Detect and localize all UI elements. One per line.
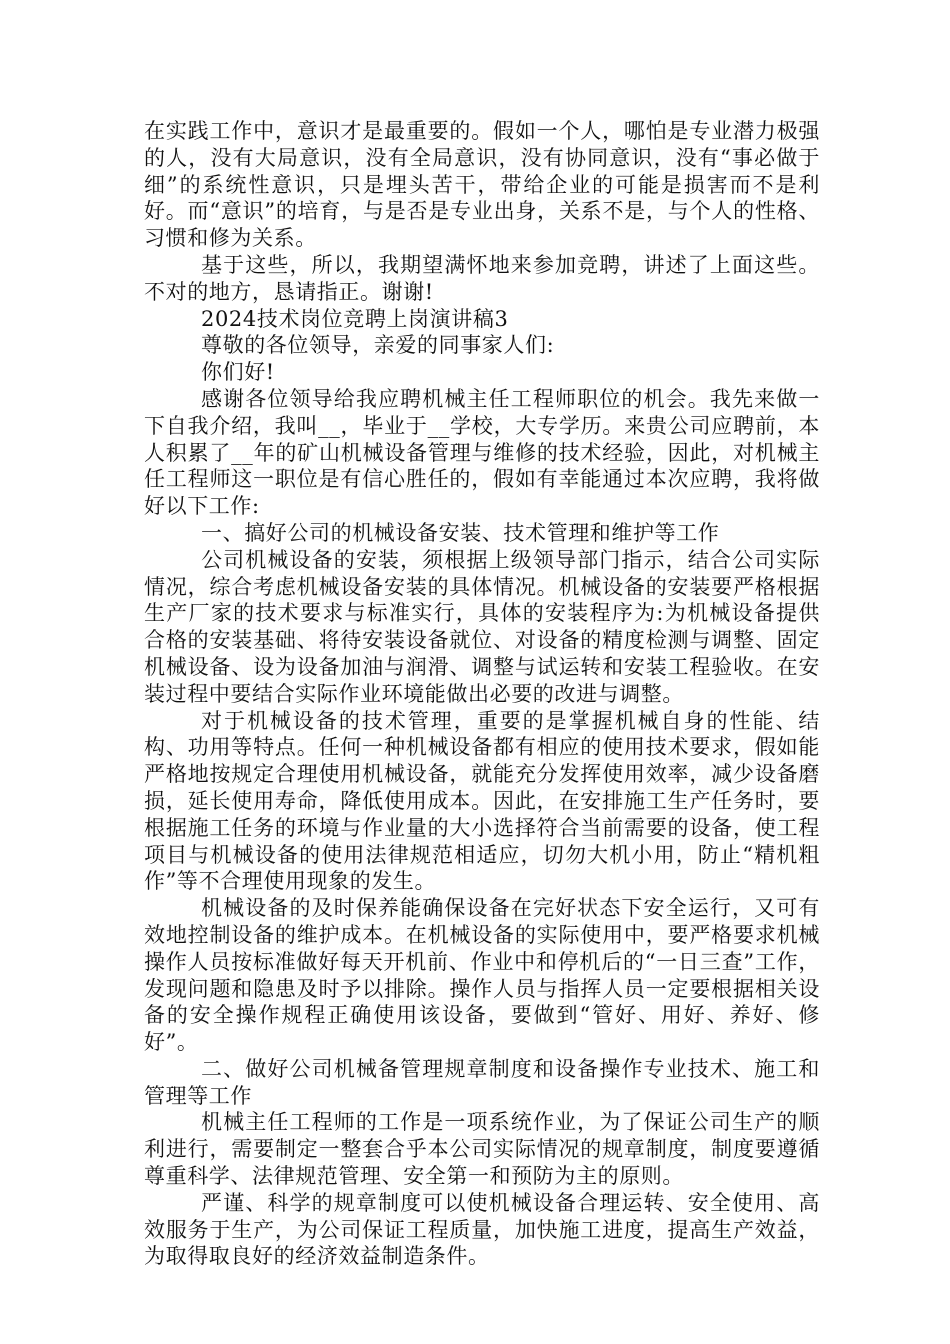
heading-one: 一、搞好公司的机械设备安装、技术管理和维护等工作 bbox=[201, 520, 720, 545]
section-title: 2024技术岗位竞聘上岗演讲稿3 bbox=[201, 306, 509, 331]
greeting: 你们好! bbox=[201, 360, 275, 385]
paragraph-intro: 感谢各位领导给我应聘机械主任工程师职位的机会。我先来做一下自我介绍，我叫__，毕业于__学校，大专学历。来贵公司应聘前，本人积累了__年的矿山机械设备管理与维修的技术经验，因此，对机械主任工程师这一职位是有信心胜任的，假如有幸能通过本次应聘，我将做好以下工作: bbox=[144, 386, 820, 519]
paragraph-install: 公司机械设备的安装，须根据上级领导部门指示，结合公司实际情况，综合考虑机械设备安装的具体情况。机械设备的安装要严格根据生产厂家的技术要求与标准实行，具体的安装程序为:为机械设备提供合格的安装基础、将待安装设备就位、对设备的精度检测与调整、固定机械设备、设为设备加油与润滑、调整与试运转和安装工程验收。在安装过程中要结合实际作业环境能做出必要的改进与调整。 bbox=[144, 547, 820, 706]
salutation: 尊敬的各位领导，亲爱的同事家人们: bbox=[201, 333, 555, 358]
paragraph-2: 基于这些，所以，我期望满怀地来参加竞聘，讲述了上面这些。不对的地方，恳请指正。谢谢! bbox=[144, 252, 820, 304]
paragraph-rules: 机械主任工程师的工作是一项系统作业，为了保证公司生产的顺利进行，需要制定一整套合乎本公司实际情况的规章制度，制度要遵循尊重科学、法律规范管理、安全第一和预防为主的原则。 bbox=[144, 1110, 820, 1189]
paragraph-tech-management: 对于机械设备的技术管理，重要的是掌握机械自身的性能、结构、功用等特点。任何一种机械设备都有相应的使用技术要求，假如能严格地按规定合理使用机械设备，就能充分发挥使用效率，减少设备磨损，延长使用寿命，降低使用成本。因此，在安排施工生产任务时，要根据施工任务的环境与作业量的大小选择符合当前需要的设备，使工程项目与机械设备的使用法律规范相适应，切勿大机小用，防止“精机粗作”等不合理使用现象的发生。 bbox=[144, 708, 820, 894]
paragraph-1: 在实践工作中，意识才是最重要的。假如一个人，哪怕是专业潜力极强的人，没有大局意识，没有全局意识，没有协同意识，没有“事必做于细”的系统性意识，只是埋头苦干，带给企业的可能是损害而不是利好。而“意识”的培育，与是否是专业出身，关系不是，与个人的性格、习惯和修为关系。 bbox=[144, 119, 820, 251]
document-body bbox=[144, 118, 820, 1270]
heading-two: 二、做好公司机械备管理规章制度和设备操作专业技术、施工和管理等工作 bbox=[144, 1056, 820, 1108]
paragraph-maintenance: 机械设备的及时保养能确保设备在完好状态下安全运行，又可有效地控制设备的维护成本。在机械设备的实际使用中，要严格要求机械操作人员按标准做好每天开机前、作业中和停机后的“一日三查”工作，发现问题和隐患及时予以排除。操作人员与指挥人员一定要根据相关设备的安全操作规程正确使用该设备，要做到“管好、用好、养好、修好”。 bbox=[144, 896, 820, 1055]
paragraph-rules-benefit: 严谨、科学的规章制度可以使机械设备合理运转、安全使用、高效服务于生产，为公司保证工程质量，加快施工进度，提高生产效益，为取得取良好的经济效益制造条件。 bbox=[144, 1190, 820, 1269]
